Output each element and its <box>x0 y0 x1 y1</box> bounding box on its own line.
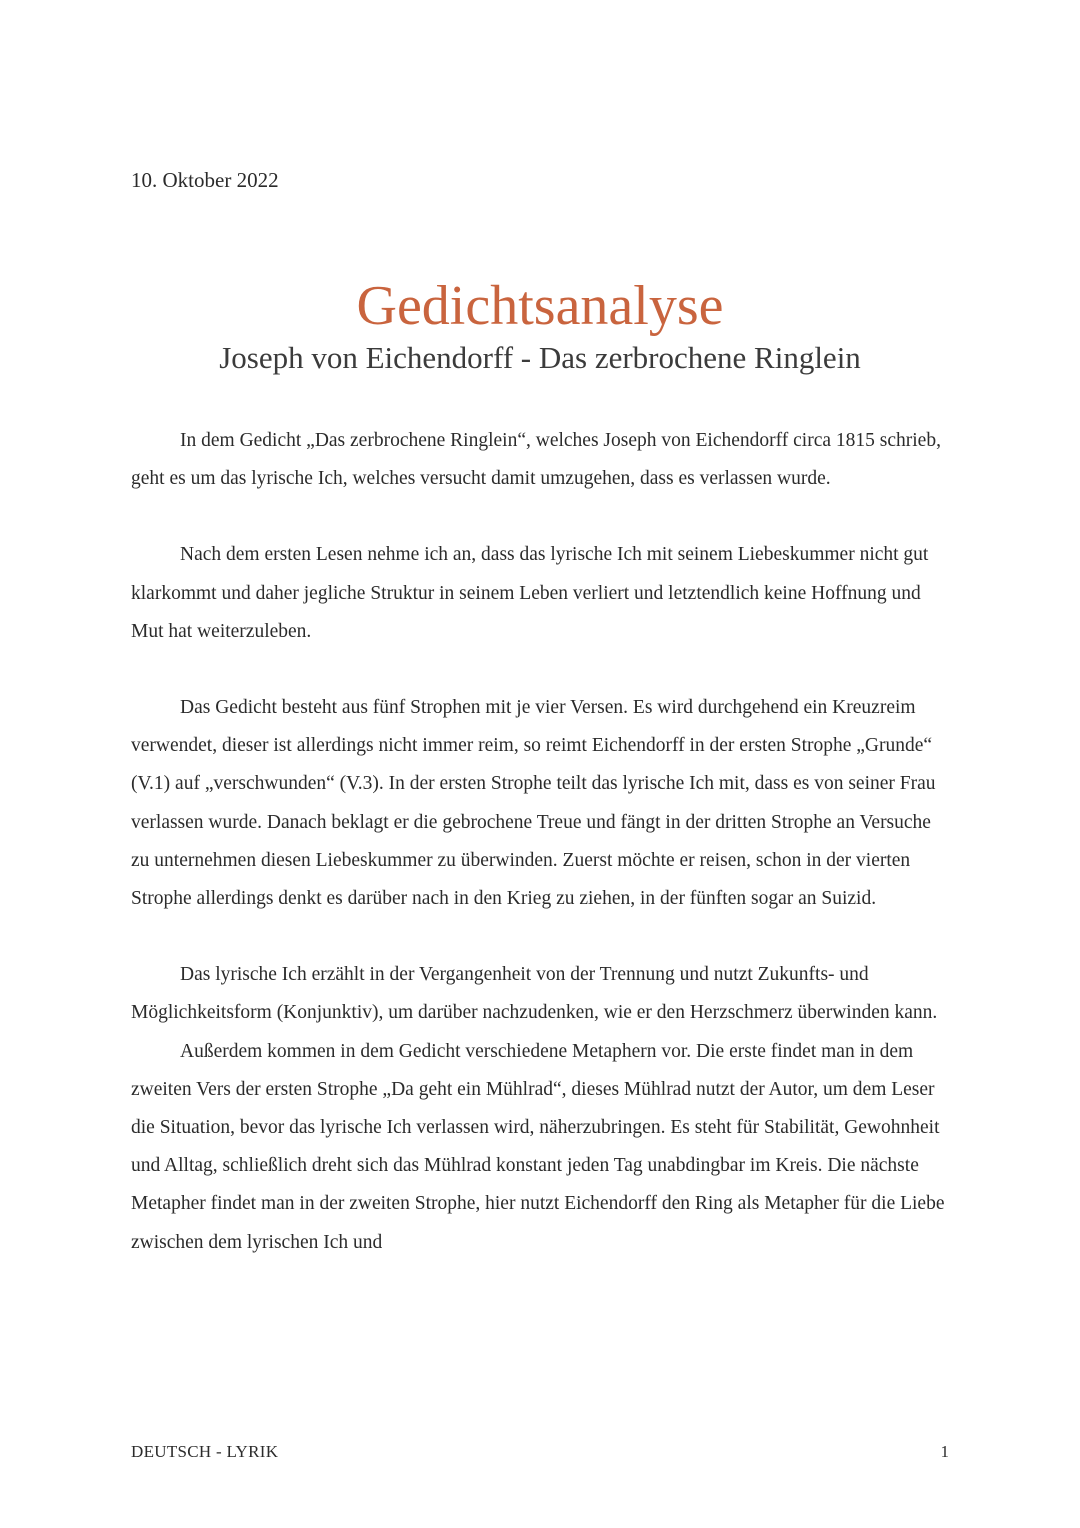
footer-page-number: 1 <box>940 1442 949 1461</box>
paragraph-tense: Das lyrische Ich erzählt in der Vergangenheit von der Trennung und nutzt Zukunfts- und Möglichkeitsform (Konjunktiv), um darüber nachzudenken, wie er den Herzschmerz überwinden kann. <box>131 964 938 1024</box>
paragraph-metaphors: Außerdem kommen in dem Gedicht verschiedene Metaphern vor. Die erste findet man in dem zweiten Vers der ersten Strophe „Da geht ein Mühlrad“, dieses Mühlrad nutzt der Autor, um dem Leser die Situation, bevor das lyrische Ich verlassen wird, näherzubringen. Es steht für Stabilität, Gewohnheit und Alltag, schließlich dreht sich das Mühlrad konstant jeden Tag unabdingbar im Kreis. Die nächste Metapher findet man in der zweiten Strophe, hier nutzt Eichendorff den Ring als Metapher für die Liebe zwischen dem lyrischen Ich und <box>131 1040 945 1253</box>
footer-section-label: DEUTSCH - LYRIK <box>131 1442 279 1461</box>
document-date: 10. Oktober 2022 <box>131 168 279 192</box>
body-text <box>131 422 951 1262</box>
paragraph-introduction: In dem Gedicht „Das zerbrochene Ringlein“, welches Joseph von Eichendorff circa 1815 schrieb, geht es um das lyrische Ich, welches versucht damit umzugehen, dass es verlassen wurde. <box>131 430 941 490</box>
page-subtitle: Joseph von Eichendorff - Das zerbrochene Ringlein <box>219 340 861 375</box>
paragraph-hypothesis: Nach dem ersten Lesen nehme ich an, dass das lyrische Ich mit seinem Liebeskummer nicht gut klarkommt und daher jegliche Struktur in seinem Leben verliert und letztendlich keine Hoffnung und Mut hat weiterzuleben. <box>131 544 929 642</box>
page-title: Gedichtsanalyse <box>356 275 724 337</box>
paragraph-structure: Das Gedicht besteht aus fünf Strophen mit je vier Versen. Es wird durchgehend ein Kreuzreim verwendet, dieser ist allerdings nicht immer reim, so reimt Eichendorff in der ersten Strophe „Grunde“ (V.1) auf „verschwunden“ (V.3). In der ersten Strophe teilt das lyrische Ich mit, dass es von seiner Frau verlassen wurde. Danach beklagt er die gebrochene Treue und fängt in der dritten Strophe an Versuche zu unternehmen diesen Liebeskummer zu überwinden. Zuerst möchte er reisen, schon in der vierten Strophe allerdings denkt es darüber nach in den Krieg zu ziehen, in der fünften sogar an Suizid. <box>131 697 936 910</box>
